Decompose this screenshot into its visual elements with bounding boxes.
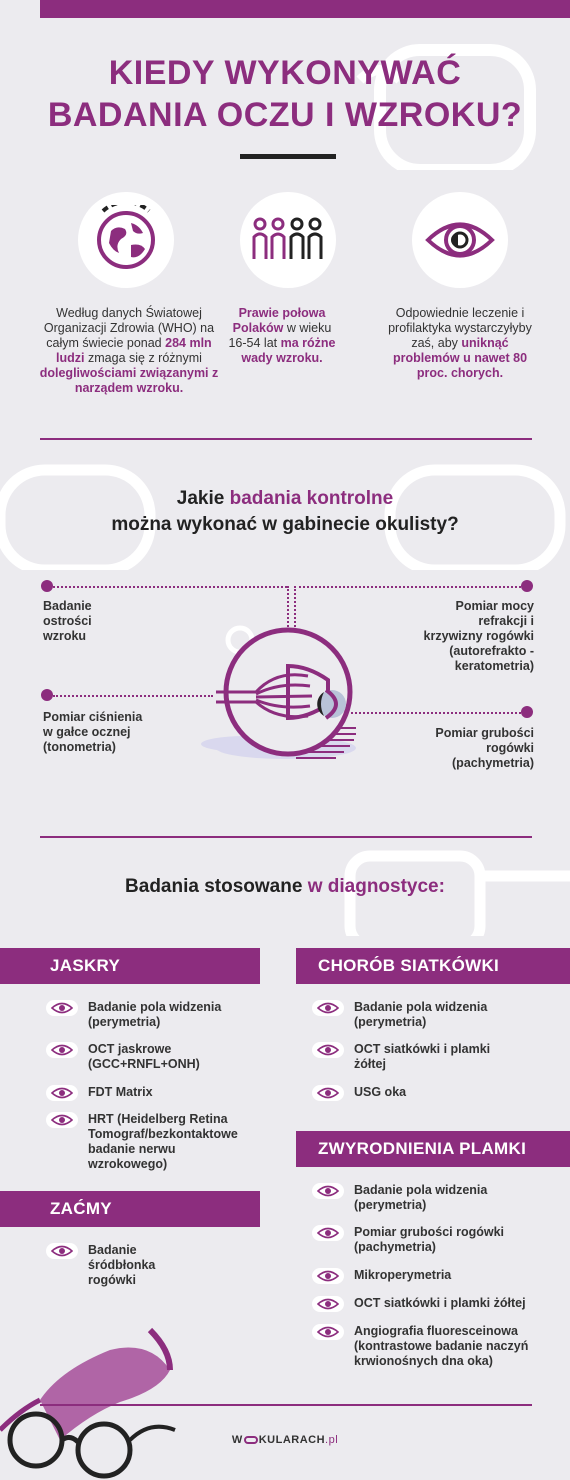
list-item: USG oka xyxy=(312,1085,534,1101)
eye-bullet-icon xyxy=(46,1042,78,1058)
footer-logo[interactable]: W KULARACH.pl xyxy=(231,1434,339,1446)
title-line-2: BADANIA OCZU I WZROKU? xyxy=(47,96,523,134)
stat-circle-people xyxy=(240,192,336,288)
stat-circle-globe xyxy=(78,192,174,288)
exam-label-autorefractometry: Pomiar mocy refrakcji i krzywizny rogówki (autorefrakto -keratometria) xyxy=(423,599,534,673)
list-item: Angiografia fluoresceinowa (kontrastowe badanie naczyń krwionośnych dna oka) xyxy=(312,1324,548,1369)
eye-bullet-icon xyxy=(312,1000,344,1016)
eye-bullet-icon xyxy=(312,1296,344,1312)
exam-dot-left-2 xyxy=(41,689,53,701)
exam-label-tonometry: Pomiar ciśnienia w gałce ocznej (tonometria) xyxy=(43,710,143,754)
list-item: Badanie śródbłonka rogówki xyxy=(46,1243,256,1288)
globe-icon xyxy=(91,205,161,275)
banner-plamki: ZWYRODNIENIA PLAMKI xyxy=(296,1131,570,1167)
eye-bullet-icon xyxy=(312,1225,344,1241)
list-item: HRT (Heidelberg Retina Tomograf/bezkontaktowe badanie nerwu wzrokowego) xyxy=(46,1112,258,1172)
eye-bullet-icon xyxy=(312,1085,344,1101)
title-divider xyxy=(240,154,336,159)
eye-bullet-icon xyxy=(46,1112,78,1128)
exam-dot-right-1 xyxy=(521,580,533,592)
stat-circle-eye xyxy=(412,192,508,288)
list-item: Mikroperymetria xyxy=(312,1268,542,1284)
banner-zacmy: ZAĆMY xyxy=(0,1191,260,1227)
exam-dot-right-2 xyxy=(521,706,533,718)
eye-bullet-icon xyxy=(312,1183,344,1199)
title-line-1: KIEDY WYKONYWAĆ xyxy=(108,54,462,92)
eye-icon xyxy=(424,215,496,265)
list-item: FDT Matrix xyxy=(46,1085,256,1101)
eye-bullet-icon xyxy=(312,1324,344,1340)
stat-text-who: Według danych Światowej Organizacji Zdrowia (WHO) na całym świecie ponad 284 mln ludzi zmaga się z różnymi dolegliwościami związanymi z narządem wzroku. xyxy=(39,306,219,395)
stat-text-prevention: Odpowiednie leczenie i profilaktyka wystarczyłyby zaś, aby uniknąć problemów u nawet 80 proc. chorych. xyxy=(388,306,532,380)
exam-dot-left-1 xyxy=(41,580,53,592)
exam-line-left-1 xyxy=(53,586,287,588)
list-item: Badanie pola widzenia (perymetria) xyxy=(312,1183,542,1213)
list-item: OCT siatkówki i plamki żółtej xyxy=(312,1296,548,1312)
top-bar xyxy=(40,0,570,18)
exam-label-visual-acuity: Badanie ostrości wzroku xyxy=(43,599,92,643)
exams-section-title: Jakie badania kontrolne można wykonać w gabinecie okulisty? xyxy=(111,488,459,535)
exam-line-right-1 xyxy=(294,586,521,588)
eyeball-illustration-icon xyxy=(196,620,396,770)
footer-divider xyxy=(40,1404,532,1406)
glasses-logo-icon xyxy=(244,1436,258,1444)
banner-jaskry: JASKRY xyxy=(0,948,260,984)
list-item: OCT jaskrowe (GCC+RNFL+ONH) xyxy=(46,1042,256,1072)
eye-bullet-icon xyxy=(312,1042,344,1058)
eye-bullet-icon xyxy=(46,1000,78,1016)
section-divider-2 xyxy=(40,836,532,838)
list-item: Badanie pola widzenia (perymetria) xyxy=(312,1000,534,1030)
stat-text-poles: Prawie połowa Polaków w wieku 16-54 lat ma różne wady wzroku. xyxy=(228,306,336,365)
banner-siatkowki: CHORÓB SIATKÓWKI xyxy=(296,948,570,984)
glasses-decoration-bottom-icon xyxy=(0,1290,190,1480)
list-item: Badanie pola widzenia (perymetria) xyxy=(46,1000,256,1030)
diagnostics-title: Badania stosowane w diagnostyce: xyxy=(125,876,445,897)
exam-label-pachymetry: Pomiar grubości rogówki (pachymetria) xyxy=(435,726,534,770)
eye-bullet-icon xyxy=(46,1243,78,1259)
eye-bullet-icon xyxy=(312,1268,344,1284)
exam-line-left-2 xyxy=(53,695,213,697)
section-divider-1 xyxy=(40,438,532,440)
list-item: OCT siatkówki i plamki żółtej xyxy=(312,1042,534,1072)
eye-bullet-icon xyxy=(46,1085,78,1101)
list-item: Pomiar grubości rogówki (pachymetria) xyxy=(312,1225,542,1255)
people-icon xyxy=(251,215,325,265)
page-title xyxy=(0,52,570,136)
